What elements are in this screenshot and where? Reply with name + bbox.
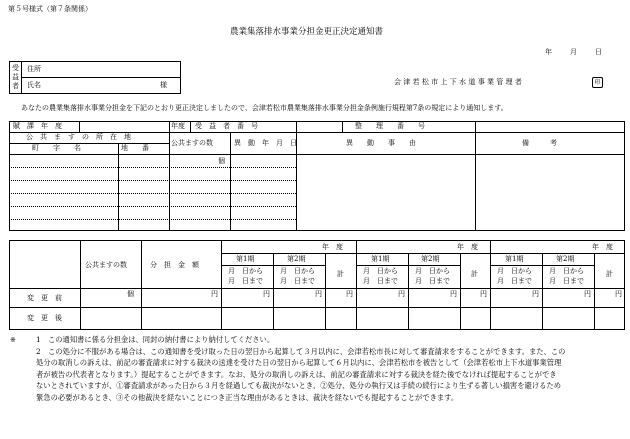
note1-text: この通知書に係る分担金は、同封の納付書により納付してください。 [47, 335, 275, 344]
term1-label-2: 第1期 [371, 255, 390, 263]
remarks-header: 備 考 [522, 139, 557, 147]
note2-line2: 処分の取消しの訴えは、前記の審査請求に対する裁決の送達を受けた日の翌日から起算して６月以内に、会津若松市を被告として（会津若松市上下水道事業管理 [36, 358, 562, 367]
benefit-year-label: 年度 [171, 122, 185, 130]
location-header: 公 共 ま す の 所 在 地 [26, 133, 131, 141]
town-header: 町 字 名 [32, 144, 81, 152]
seal-stamp: 印 [592, 77, 603, 88]
term1-from-3: 月 日から [497, 267, 532, 275]
count-column-header: 公共ますの数 [85, 261, 127, 269]
amount-unit-before: 円 [211, 290, 218, 298]
term2-from-1: 月 日から [280, 267, 315, 275]
note2-line1: この処分に不服がある場合は、この通知書を受け取った日の翌日から起算して３月以内に、会津若松市長に対して審査請求をすることができます。また、この [47, 346, 566, 356]
name-label: 氏名 [27, 81, 41, 89]
term2-from-3: 月 日から [549, 267, 584, 275]
count-unit: 個 [218, 157, 225, 165]
term2-unit-before-1: 円 [315, 290, 322, 298]
total-unit-before-3: 円 [615, 290, 622, 298]
total-label-1: 計 [337, 270, 344, 278]
term2-from-2: 月 日から [415, 267, 450, 275]
total-label-3: 計 [606, 270, 613, 278]
note2-line5: 緊急の必要があるとき、③その他裁決を経ないことにつき正当な理由があるときは、裁決を経ないでも提起することができます。 [36, 392, 459, 402]
term1-unit-before-1: 円 [263, 290, 270, 298]
address-label: 住所 [27, 65, 41, 73]
total-unit-before-1: 円 [346, 290, 353, 298]
term2-unit-before-3: 円 [584, 290, 591, 298]
term1-unit-before-2: 円 [398, 290, 405, 298]
term1-unit-before-3: 円 [532, 290, 539, 298]
term2-label-2: 第2期 [421, 255, 440, 263]
note1-number: 1 [36, 335, 41, 344]
reason-header: 異 動 事 由 [346, 139, 416, 147]
beneficiary-number-label: 受 益 者 番 号 [195, 122, 258, 130]
term1-to-1: 月 日まで [228, 277, 263, 285]
term2-to-3: 月 日まで [549, 277, 584, 285]
amount-column-header: 分 担 金 額 [150, 261, 199, 269]
note2-number: 2 [36, 346, 41, 356]
term1-to-2: 月 日まで [363, 277, 398, 285]
fiscal-year-label: 賦 課 年 度 [13, 122, 62, 130]
form-number: 第５号様式（第７条関係） [8, 5, 92, 13]
recipient-label: 受益者 [12, 64, 19, 90]
notes-mark: ※ [10, 336, 16, 344]
term1-from-2: 月 日から [363, 267, 398, 275]
term2-unit-before-2: 円 [450, 290, 457, 298]
before-change-label: 変 更 前 [27, 294, 62, 302]
issuer-name: 会津若松市上下水道事業管理者 [394, 78, 525, 86]
term2-label-1: 第2期 [287, 255, 306, 263]
term1-label-3: 第1期 [505, 255, 524, 263]
count-unit-before: 個 [127, 290, 134, 298]
change-date-header: 異 動 年 月 日 [234, 139, 297, 147]
notes-section [36, 334, 626, 403]
fiscal-year-header-2: 年 度 [457, 243, 478, 251]
term2-to-2: 月 日まで [415, 277, 450, 285]
total-label-2: 計 [471, 270, 478, 278]
date-day: 日 [595, 48, 602, 56]
total-unit-before-2: 円 [480, 290, 487, 298]
date-year: 年 [545, 48, 552, 56]
date-month: 月 [570, 48, 577, 56]
count-header: 公共ますの数 [171, 139, 213, 147]
fiscal-year-header-1: 年 度 [322, 243, 343, 251]
sama-suffix: 様 [160, 81, 167, 89]
reference-number-label: 整 理 番 号 [355, 122, 425, 130]
document-title: 農業集落排水事業分担金更正決定通知書 [230, 27, 384, 37]
term2-to-1: 月 日まで [280, 277, 315, 285]
term1-label-1: 第1期 [236, 255, 255, 263]
intro-text: あなたの農業集落排水事業分担金を下記のとおり更正決定しましたので、会津若松市農業集落排水事業分担金条例施行規程第7条の規定により通知します。 [21, 104, 508, 112]
fiscal-year-header-3: 年 度 [592, 243, 613, 251]
lot-header: 地 番 [121, 144, 149, 152]
term1-from-1: 月 日から [228, 267, 263, 275]
term2-label-3: 第2期 [556, 255, 575, 263]
term1-to-3: 月 日まで [497, 277, 532, 285]
note2-line4: ないとされていますが、①審査請求があった日から３月を経過しても裁決がないとき、②処分、処分の執行又は手続の続行により生ずる著しい損害を避けるため [36, 381, 562, 390]
note2-line3: 者が被告の代表者となります。）提起することができます。なお、処分の取消しの訴えは、前記の審査請求に対する裁決を経た後でなければ提起することができ [36, 369, 557, 379]
after-change-label: 変 更 後 [27, 314, 62, 322]
